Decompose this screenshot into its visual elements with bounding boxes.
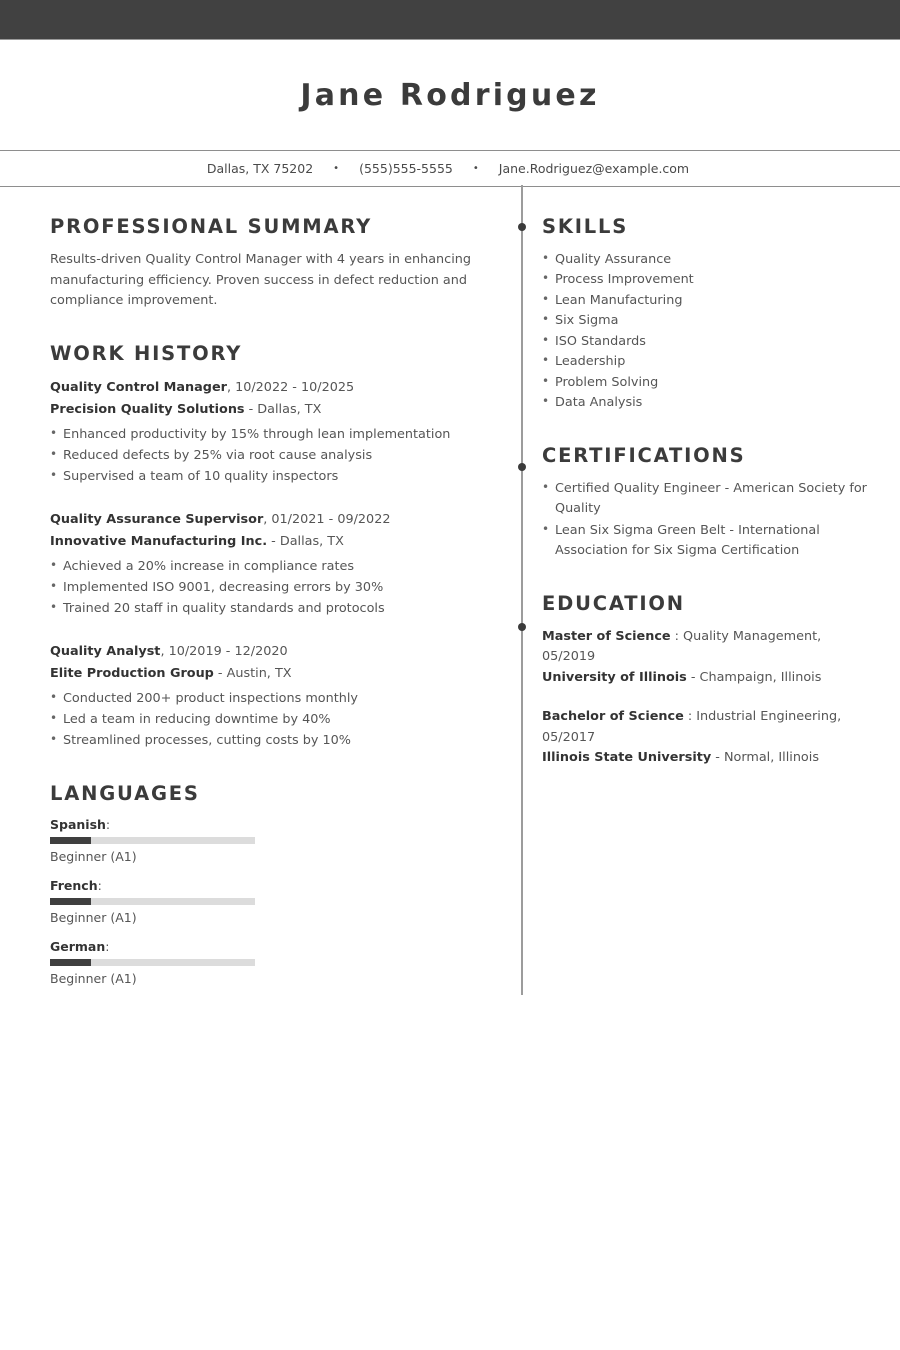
education-school-line: [542, 668, 870, 689]
name-header: [0, 40, 900, 150]
job-dates: , 01/2021 - 09/2022: [263, 512, 391, 528]
contact-separator-icon: •: [472, 162, 479, 174]
job-title-line: [50, 509, 480, 530]
language-item: [50, 878, 276, 925]
language-proficiency-fill: [50, 898, 91, 905]
certification-item: • Certified Quality Engineer - American Society for Quality: [542, 479, 870, 520]
section-heading-education: EDUCATION: [542, 591, 685, 615]
language-name: French: [50, 877, 98, 893]
skill-item: • Problem Solving: [542, 373, 870, 393]
job-org-line: [50, 663, 480, 684]
section-education: [542, 592, 870, 769]
education-degree-line: [542, 627, 870, 668]
divider-dot-icon: [518, 223, 526, 231]
skill-item: • Leadership: [542, 352, 870, 372]
job-company: Innovative Manufacturing Inc.: [50, 533, 268, 549]
certification-item: • Lean Six Sigma Green Belt - International Association for Six Sigma Certification: [542, 521, 870, 562]
education-degree: Master of Science: [542, 628, 671, 644]
job-title: Quality Analyst: [50, 644, 161, 660]
job-company: Precision Quality Solutions: [50, 401, 245, 417]
language-item: [50, 817, 276, 864]
education-school: Illinois State University: [542, 750, 712, 766]
contact-location: Dallas, TX 75202: [206, 161, 314, 176]
education-school-location: - Normal, Illinois: [711, 750, 819, 766]
language-item: [50, 939, 276, 986]
job-bullet-list: [50, 557, 480, 619]
education-school-line: [542, 748, 870, 769]
skills-list: [542, 250, 870, 414]
section-professional-summary: [50, 215, 480, 312]
skill-item: • ISO Standards: [542, 332, 870, 352]
education-field: : Quality Management, 05/2019: [542, 628, 822, 665]
job-title-line: [50, 641, 480, 662]
job-title: Quality Assurance Supervisor: [50, 512, 264, 528]
language-name-line: German:: [50, 938, 110, 954]
education-entry: [542, 707, 870, 769]
section-heading-professional-summary: PROFESSIONAL SUMMARY: [50, 215, 373, 238]
education-field: : Industrial Engineering, 05/2017: [542, 708, 842, 745]
language-level: Beginner (A1): [50, 848, 137, 864]
language-level: Beginner (A1): [50, 909, 137, 925]
skill-item: • Lean Manufacturing: [542, 291, 870, 311]
job-bullet: • Streamlined processes, cutting costs by 10%: [50, 731, 480, 752]
top-accent-bar: [0, 0, 900, 40]
work-history-entry: [50, 509, 480, 619]
certifications-list: [542, 479, 870, 562]
language-proficiency-bar: [50, 837, 255, 844]
contact-separator-icon: •: [333, 162, 340, 174]
language-name: German: [50, 938, 106, 954]
contact-phone[interactable]: (555)555-5555: [359, 161, 453, 176]
language-name: Spanish: [50, 816, 106, 832]
job-dates: , 10/2019 - 12/2020: [160, 644, 288, 660]
job-org-line: [50, 531, 480, 552]
education-degree-line: [542, 707, 870, 748]
section-heading-languages: LANGUAGES: [50, 781, 200, 805]
contact-email[interactable]: Jane.Rodriguez@example.com: [498, 161, 690, 176]
job-bullet: • Implemented ISO 9001, decreasing errors by 30%: [50, 578, 480, 599]
column-divider: [500, 215, 542, 1030]
language-proficiency-fill: [50, 959, 91, 966]
section-heading-certifications: CERTIFICATIONS: [542, 443, 746, 467]
work-history-entry: [50, 641, 480, 751]
language-proficiency-bar: [50, 959, 255, 966]
divider-line: [521, 185, 523, 995]
job-company: Elite Production Group: [50, 665, 214, 681]
job-bullet-list: [50, 689, 480, 751]
job-dates: , 10/2022 - 10/2025: [226, 380, 355, 396]
job-bullet: • Led a team in reducing downtime by 40%: [50, 710, 480, 731]
job-bullet-list: [50, 425, 480, 487]
language-proficiency-fill: [50, 837, 91, 844]
section-languages: [50, 782, 480, 1000]
section-work-history: [50, 342, 480, 751]
right-column: [542, 215, 900, 1030]
professional-summary-text: Results-driven Quality Control Manager with 4 years in enhancing manufacturing efficiency. Proven success in defect reduction and compliance improvement.: [50, 252, 471, 309]
language-name-line: French:: [50, 877, 102, 893]
skill-item: • Data Analysis: [542, 393, 870, 413]
skill-item: • Process Improvement: [542, 270, 870, 290]
education-degree: Bachelor of Science: [542, 708, 684, 724]
left-column: [0, 215, 500, 1030]
education-school: University of Illinois: [542, 670, 687, 686]
languages-grid: [50, 817, 480, 1000]
job-bullet: • Conducted 200+ product inspections monthly: [50, 689, 480, 710]
section-heading-work-history: WORK HISTORY: [50, 342, 243, 366]
job-title: Quality Control Manager: [50, 380, 227, 396]
divider-dot-icon: [518, 623, 526, 631]
contact-bar: [0, 150, 900, 187]
section-heading-skills: SKILLS: [542, 215, 629, 238]
job-bullet: • Supervised a team of 10 quality inspectors: [50, 467, 480, 488]
skill-item: • Six Sigma: [542, 311, 870, 331]
page-title: Jane Rodriguez: [300, 77, 600, 113]
job-location: - Dallas, TX: [267, 533, 344, 549]
language-proficiency-bar: [50, 898, 255, 905]
job-title-line: [50, 377, 480, 398]
job-location: - Austin, TX: [213, 665, 292, 681]
divider-dot-icon: [518, 463, 526, 471]
job-bullet: • Achieved a 20% increase in compliance rates: [50, 557, 480, 578]
education-school-location: - Champaign, Illinois: [686, 670, 822, 686]
skill-item: • Quality Assurance: [542, 250, 870, 270]
language-level: Beginner (A1): [50, 970, 137, 986]
education-entry: [542, 627, 870, 689]
section-skills: [542, 215, 870, 414]
work-history-entry: [50, 377, 480, 487]
job-org-line: [50, 399, 480, 420]
job-location: - Dallas, TX: [244, 401, 322, 417]
job-bullet: • Trained 20 staff in quality standards and protocols: [50, 599, 480, 620]
contact-inner: [207, 161, 689, 176]
resume-body: [0, 187, 900, 1030]
job-bullet: • Reduced defects by 25% via root cause analysis: [50, 446, 480, 467]
section-certifications: [542, 444, 870, 562]
language-name-line: Spanish:: [50, 816, 111, 832]
job-bullet: • Enhanced productivity by 15% through lean implementation: [50, 425, 480, 446]
